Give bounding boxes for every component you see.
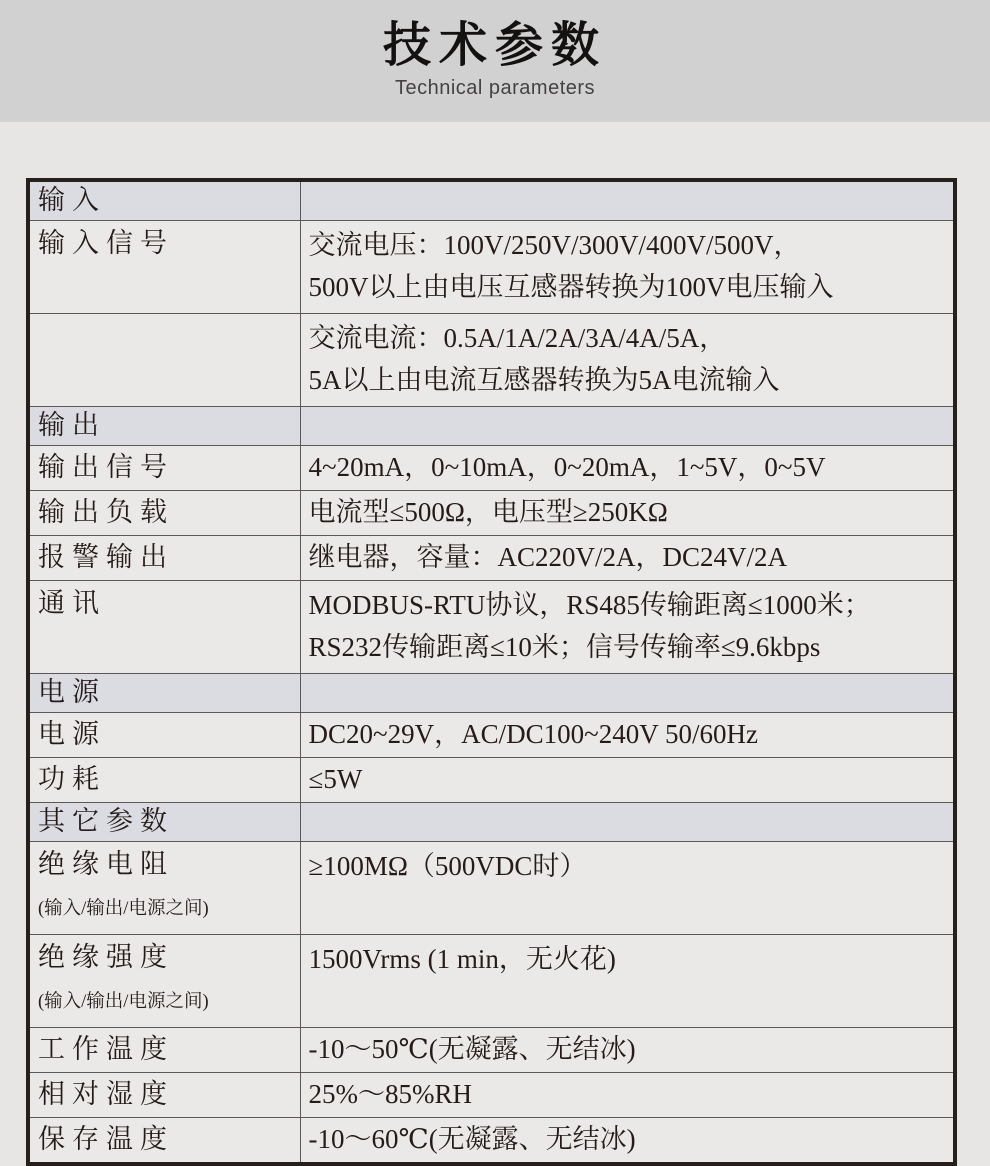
page-title: 技术参数 <box>382 19 607 72</box>
param-label: 报警输出 <box>38 542 174 572</box>
param-label-cell <box>28 935 300 1028</box>
param-value-cell <box>300 935 955 1028</box>
param-value-cell <box>300 674 955 713</box>
table-row <box>28 1118 955 1165</box>
param-value-line: 电流型≤500Ω，电压型≥250KΩ <box>308 497 668 527</box>
section-label: 输出 <box>38 410 106 440</box>
param-label: 相对湿度 <box>38 1079 174 1109</box>
param-value-line: 5A以上由电流互感器转换为5A电流输入 <box>308 365 780 395</box>
param-value-cell <box>300 1028 955 1073</box>
param-label-cell <box>28 803 300 842</box>
param-label-cell <box>28 1073 300 1118</box>
section-row <box>28 674 955 713</box>
param-value-line: -10～60℃(无凝露、无结冰) <box>308 1124 636 1154</box>
param-value-cell <box>300 842 955 935</box>
param-label: 保存温度 <box>38 1124 174 1154</box>
param-label-cell <box>28 842 300 935</box>
param-sublabel: (输入/输出/电源之间) <box>38 992 209 1012</box>
table-row <box>28 221 955 314</box>
param-value-cell <box>300 803 955 842</box>
param-value-line: -10～50℃(无凝露、无结冰) <box>308 1034 636 1064</box>
param-value-cell <box>300 491 955 536</box>
param-label-cell <box>28 536 300 581</box>
table-row <box>28 314 955 407</box>
table-row <box>28 842 955 935</box>
table-row <box>28 713 955 758</box>
param-value-line: 交流电压：100V/250V/300V/400V/500V， <box>308 230 801 260</box>
param-value-line: MODBUS-RTU协议，RS485传输距离≤1000米； <box>308 590 871 620</box>
param-value-cell <box>300 581 955 674</box>
param-label-cell <box>28 407 300 446</box>
param-value-line: 交流电流：0.5A/1A/2A/3A/4A/5A， <box>308 323 727 353</box>
table-row <box>28 446 955 491</box>
param-value-line: ≤5W <box>308 764 363 794</box>
param-label: 通讯 <box>38 588 106 618</box>
param-label-cell <box>28 491 300 536</box>
param-value-cell <box>300 446 955 491</box>
table-row <box>28 581 955 674</box>
param-value-cell <box>300 407 955 446</box>
param-label: 电源 <box>38 719 106 749</box>
table-row <box>28 536 955 581</box>
table-row <box>28 935 955 1028</box>
param-label-cell <box>28 221 300 314</box>
page-subtitle: Technical parameters <box>394 77 596 99</box>
param-value-line: ≥100MΩ（500VDC时） <box>308 851 587 881</box>
technical-parameters-table-body <box>28 180 955 1164</box>
param-value-cell <box>300 314 955 407</box>
param-value-cell <box>300 713 955 758</box>
section-label: 电源 <box>38 677 106 707</box>
table-row <box>28 1073 955 1118</box>
param-value-line: RS232传输距离≤10米；信号传输率≤9.6kbps <box>308 632 821 662</box>
param-sublabel: (输入/输出/电源之间) <box>38 899 209 919</box>
technical-parameters-table <box>26 178 957 1166</box>
param-value-line: DC20~29V，AC/DC100~240V 50/60Hz <box>308 719 758 749</box>
param-label-cell <box>28 180 300 221</box>
param-value-cell <box>300 758 955 803</box>
param-label: 输出负载 <box>38 497 174 527</box>
param-value-cell <box>300 1073 955 1118</box>
param-label-cell <box>28 446 300 491</box>
param-value-cell <box>300 536 955 581</box>
param-label: 功耗 <box>38 764 106 794</box>
param-label-cell <box>28 674 300 713</box>
section-row <box>28 180 955 221</box>
table-row <box>28 491 955 536</box>
param-value-line: 继电器，容量：AC220V/2A，DC24V/2A <box>308 542 788 572</box>
param-value-cell <box>300 1118 955 1165</box>
param-label-cell <box>28 314 300 407</box>
param-label-cell <box>28 758 300 803</box>
param-label: 输入信号 <box>38 228 174 258</box>
param-label: 绝缘强度 <box>38 942 174 972</box>
param-label-cell <box>28 581 300 674</box>
section-label: 输入 <box>38 185 106 215</box>
param-label: 工作温度 <box>38 1034 174 1064</box>
param-value-cell <box>300 221 955 314</box>
param-label: 绝缘电阻 <box>38 849 174 879</box>
param-label-cell <box>28 713 300 758</box>
table-row <box>28 1028 955 1073</box>
param-value-cell <box>300 180 955 221</box>
param-value-line: 1500Vrms (1 min，无火花) <box>308 944 616 974</box>
param-value-line: 500V以上由电压互感器转换为100V电压输入 <box>308 272 834 302</box>
param-label-cell <box>28 1118 300 1165</box>
section-row <box>28 407 955 446</box>
param-value-line: 4~20mA，0~10mA，0~20mA，1~5V，0~5V <box>308 452 826 482</box>
table-row <box>28 758 955 803</box>
section-label: 其它参数 <box>38 806 174 836</box>
param-value-line: 25%～85%RH <box>308 1079 472 1109</box>
section-row <box>28 803 955 842</box>
param-label-cell <box>28 1028 300 1073</box>
param-label: 输出信号 <box>38 452 174 482</box>
title-band <box>0 0 990 122</box>
